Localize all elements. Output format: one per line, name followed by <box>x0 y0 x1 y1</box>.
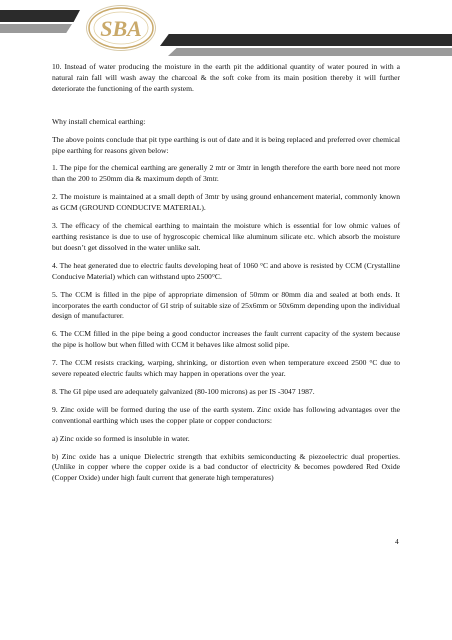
company-logo <box>86 5 156 51</box>
list-item-7: 7. The CCM resists cracking, warping, shrinking, or distortion even when temperature exceed 2500 °C due to severe repeated electric faults which may happen in operations over the year. <box>52 358 400 379</box>
header-bar-right-top <box>160 34 452 46</box>
logo-emblem <box>87 6 155 50</box>
list-item-9: 9. Zinc oxide will be formed during the use of the earth system. Zinc oxide has following advantages over the conventional earthing which uses the copper plate or copper conductors: <box>52 404 400 425</box>
page-header <box>0 0 452 60</box>
header-bar-left-bottom <box>0 24 72 33</box>
list-item-3: 3. The efficacy of the chemical earthing to maintain the moisture which is essential for low ohmic values of earthing resistance is due to use of hygroscopic chemical like aluminum silicate etc. which absorb the moisture but doesn’t get dissolved in the water unlike salt. <box>52 221 400 252</box>
paragraph-intro: The above points conclude that pit type earthing is out of date and it is being replaced and preferred over chemical pipe earthing for reasons given below: <box>52 134 400 155</box>
list-item-1: 1. The pipe for the chemical earthing are generally 2 mtr or 3mtr in length therefore the earth bore need not more than the 200 to 250mm dia & maximum depth of 3mtr. <box>52 163 400 184</box>
page-number: 4 <box>395 537 399 546</box>
list-item-5: 5. The CCM is filled in the pipe of appropriate dimension of 50mm or 80mm dia and sealed at both ends. It incorporates the earth conductor of GI strip of suitable size of 25x6mm or 50x6mm depending upon the individual design of manufacturer. <box>52 289 400 321</box>
list-item-2: 2. The moisture is maintained at a small depth of 3mtr by using ground enhancement material, commonly known as GCM (GROUND CONDUCIVE MATERIAL). <box>52 192 400 213</box>
list-item-6: 6. The CCM filled in the pipe being a good conductor increases the fault current capacity of the system because the pipe is hollow but when filled with CCM it behaves like almost solid pipe. <box>52 329 400 350</box>
list-item-9a: a) Zinc oxide so formed is insoluble in water. <box>52 433 190 443</box>
document-body <box>52 62 400 491</box>
paragraph-10: 10. Instead of water producing the moisture in the earth pit the additional quantity of water poured in with a natural rain fall will wash away the charcoal & the soft coke from its main position thereby it will further deteriorate the functioning of the earth system. <box>52 62 400 93</box>
header-bar-left-top <box>0 10 80 22</box>
list-item-4: 4. The heat generated due to electric faults developing heat of 1060 °C and above is resisted by CCM (Crystalline Conducive Material) which can withstand upto 2500°C. <box>52 260 400 281</box>
logo-text: SBA <box>100 16 142 41</box>
list-item-9b: b) Zinc oxide has a unique Dielectric strength that exhibits semiconducting & piezoelectric dual properties. (Unlike in copper where the copper oxide is a bad conductor of electricity & becomes powdered Red Oxide (Copper Oxide) under high fault current that generate high temperatures) <box>52 451 400 483</box>
section-heading-why-chemical-earthing: Why install chemical earthing: <box>52 116 146 126</box>
list-item-8: 8. The GI pipe used are adequately galvanized (80-100 microns) as per IS -3047 1987. <box>52 386 315 396</box>
header-bar-right-bottom <box>168 48 452 56</box>
